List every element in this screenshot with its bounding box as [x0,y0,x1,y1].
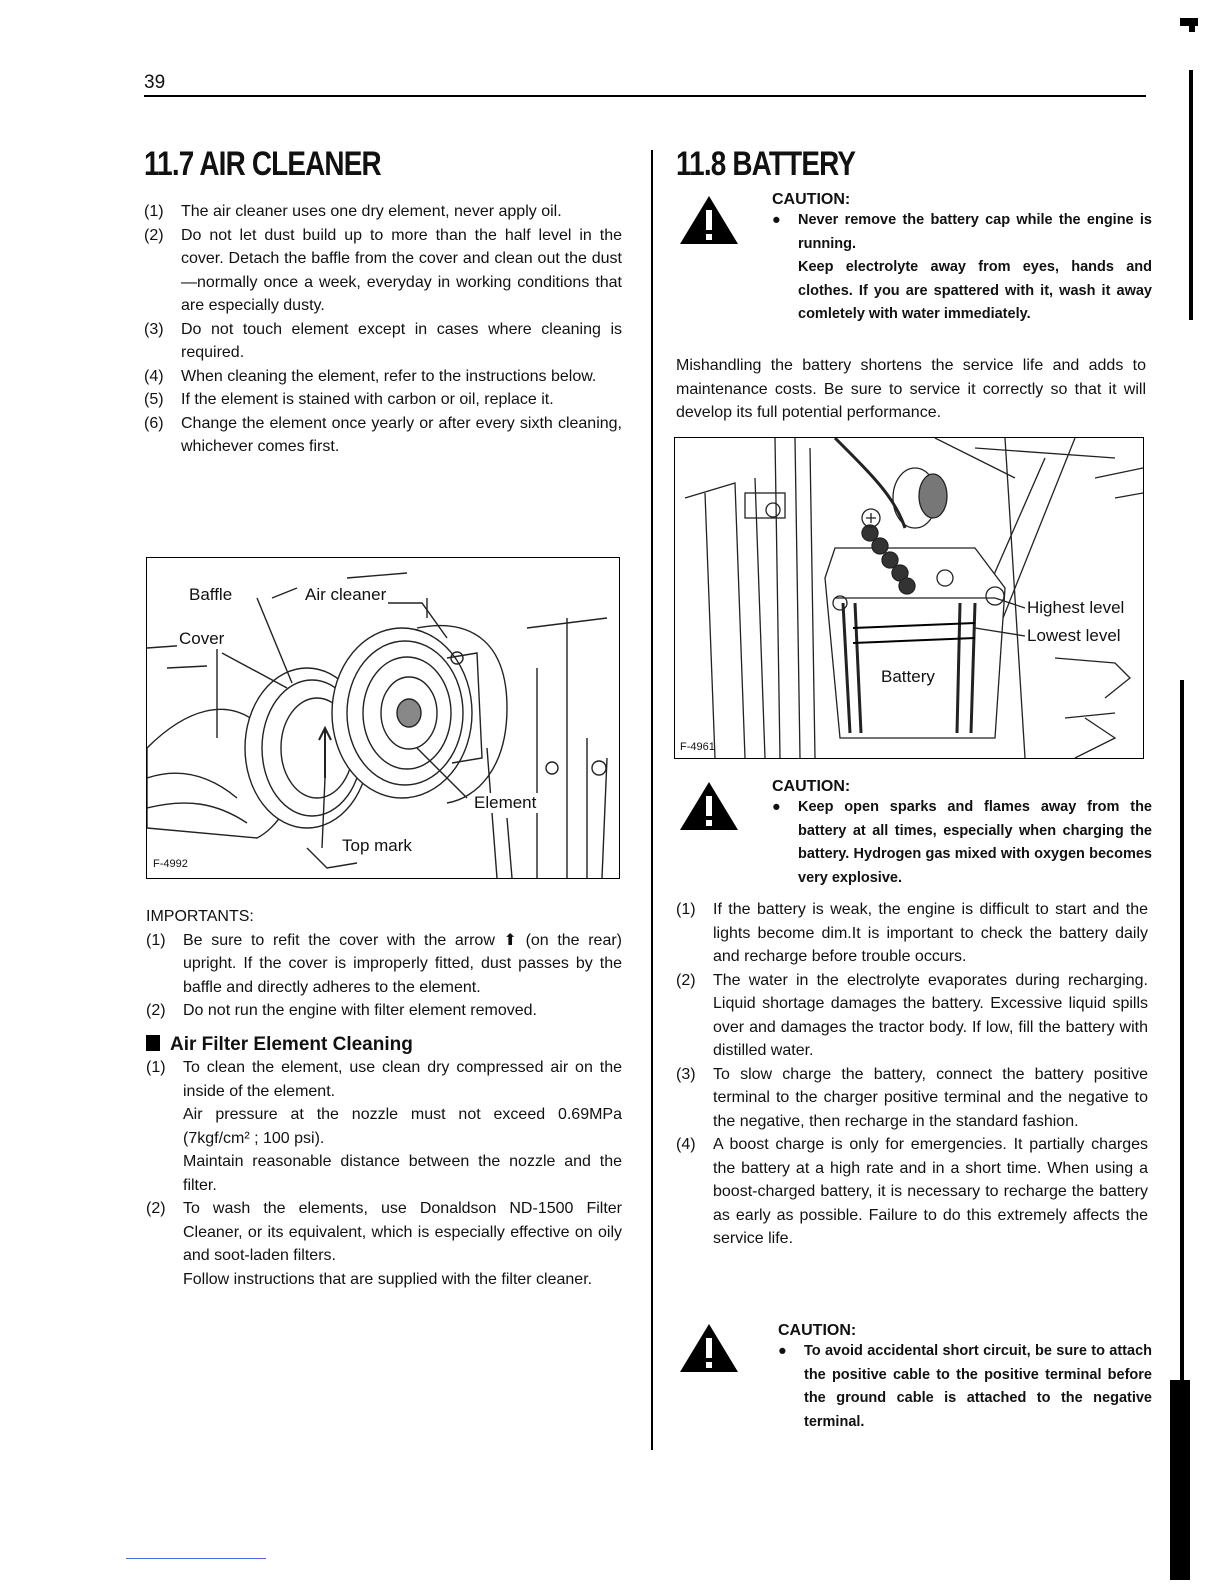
list-item [144,388,622,412]
square-bullet-icon [146,1035,160,1051]
subsection-heading [146,1033,622,1057]
scan-edge-mark [1180,680,1184,1440]
item-text: To slow charge the battery, connect the battery positive terminal to the charger positive terminal and the negative to the negative, then recharge in the standard fashion. [713,1065,1148,1130]
item-number: (3) [676,1065,696,1083]
caution-1 [772,191,1152,327]
air-cleaner-list [144,200,622,459]
subsection-title: Air Filter Element Cleaning [170,1033,413,1055]
air-cleaner-figure [146,557,620,879]
item-number: (4) [676,1136,696,1153]
item-text: The air cleaner uses one dry element, never apply oil. [181,203,562,220]
caution-bullet [772,209,1152,327]
item-number: (1) [144,203,164,220]
importants-title: IMPORTANTS: [146,908,254,925]
caution-text: Keep open sparks and flames away from the battery at all times, especially when charging the battery. Hydrogen gas mixed with oxygen becomes very explosive. [798,799,1152,886]
item-text [183,1056,622,1197]
label-highest-level: Highest level [1027,598,1125,617]
scan-edge-mark [1170,1380,1190,1580]
caution-3 [778,1322,1152,1434]
item-paragraph: Air pressure at the nozzle must not exceed 0.69MPa (7kgf/cm² ; 100 psi). [183,1106,622,1147]
label-lowest-level: Lowest level [1027,626,1121,645]
item-number: (2) [146,1002,166,1019]
header-rule [144,95,1146,97]
item-text: If the battery is weak, the engine is difficult to start and the lights become dim.It is important to check the battery daily and recharge before trouble occurs. [713,901,1148,965]
list-item [676,1063,1148,1134]
item-number: (1) [146,931,166,949]
section-title-air-cleaner: 11.7 AIR CLEANER [144,145,381,183]
item-text: Do not let dust build up to more than the half level in the cover. Detach the baffle from the cover and clean out the dust—normally once a week, everyday in working conditions that are especially dusty. [181,226,622,314]
section-title-battery: 11.8 BATTERY [676,145,856,183]
page-number: 39 [144,72,166,93]
bullet-dot-icon: ● [772,799,781,815]
caution-2 [772,778,1152,890]
item-text: Be sure to refit the cover with the arrow ⬆ (on the rear) upright. If the cover is improperly fitted, dust passes by the baffle and directly adheres to the element. [183,931,622,996]
battery-figure [674,437,1144,759]
caution-bullet [778,1340,1152,1434]
caution-title: CAUTION: [772,191,851,208]
list-item [146,1056,622,1197]
list-item [676,1133,1148,1251]
item-number: (3) [144,320,164,338]
caution-title: CAUTION: [772,778,851,795]
item-text [183,1197,622,1291]
caution-text: To avoid accidental short circuit, be sure to attach the positive cable to the positive terminal before the ground cable is attached to the negative terminal. [804,1343,1152,1430]
bullet-dot-icon: ● [772,212,781,228]
label-top-mark: Top mark [342,836,412,855]
label-baffle: Baffle [189,585,233,604]
label-cover: Cover [179,629,225,648]
item-text: When cleaning the element, refer to the instructions below. [181,367,597,385]
item-number: (2) [144,226,164,244]
air-cleaner-illustration [147,558,619,878]
bullet-dot-icon: ● [778,1343,787,1359]
figure-id: F-4992 [153,858,188,870]
item-number: (2) [676,971,696,989]
list-item [144,200,622,224]
list-item [144,412,622,459]
item-number: (6) [144,414,164,432]
item-text: The water in the electrolyte evaporates during recharging. Liquid shortage damages the battery. Excessive liquid spills over and damages the tractor body. If low, fill the battery with distilled water. [713,971,1148,1059]
item-paragraph: Follow instructions that are supplied with the filter cleaner. [183,1270,593,1288]
item-number: (5) [144,391,164,408]
item-text: Do not run the engine with filter element removed. [183,1002,537,1019]
item-number: (1) [146,1059,166,1076]
item-text: Change the element once yearly or after every sixth cleaning, whichever comes first. [181,414,622,455]
item-text: Do not touch element except in cases where cleaning is required. [181,320,622,361]
list-item [144,318,622,365]
caution-paragraph: Never remove the battery cap while the engine is running. [798,212,1152,252]
column-divider [651,150,653,1450]
item-text: If the element is stained with carbon or oil, replace it. [181,391,554,408]
item-paragraph: Maintain reasonable distance between the nozzle and the filter. [183,1153,622,1194]
label-air-cleaner: Air cleaner [305,585,387,604]
caution-text [798,209,1152,327]
label-battery: Battery [881,667,935,686]
battery-list [676,898,1148,1251]
list-item [146,999,622,1023]
list-item [144,365,622,389]
scan-edge-mark [1189,18,1195,32]
list-item [676,898,1148,969]
list-item [146,1197,622,1291]
caution-title: CAUTION: [778,1322,857,1339]
figure-id: F-4961 [680,741,715,753]
caution-paragraph: Keep electrolyte away from eyes, hands and clothes. If you are spattered with it, wash it away comletely with water immediately. [798,259,1152,322]
list-item [144,224,622,318]
item-number: (4) [144,367,164,385]
battery-intro [676,354,1146,425]
importants-block [146,905,622,1291]
warning-triangle-icon [678,194,740,246]
caution-bullet [772,796,1152,890]
label-element: Element [474,793,537,812]
list-item [146,929,622,1000]
list-item [676,969,1148,1063]
warning-triangle-icon [678,1322,740,1374]
warning-triangle-icon [678,780,740,832]
scan-edge-mark [1189,70,1193,320]
footer-line [126,1558,266,1559]
item-text: A boost charge is only for emergencies. It partially charges the battery at a high rate and in a short time. When using a boost-charged battery, it is necessary to recharge the battery as early as possible. Failure to do this extremely affects the service life. [713,1136,1148,1247]
item-paragraph: To wash the elements, use Donaldson ND-1500 Filter Cleaner, or its equivalent, which is especially effective on oily and soot-laden filters. [183,1200,622,1264]
intro-text: Mishandling the battery shortens the service life and adds to maintenance costs. Be sure to service it correctly so that it will develop its full potential performance. [676,357,1146,421]
item-number: (2) [146,1200,166,1217]
item-number: (1) [676,901,696,918]
item-paragraph: To clean the element, use clean dry compressed air on the inside of the element. [183,1059,622,1100]
